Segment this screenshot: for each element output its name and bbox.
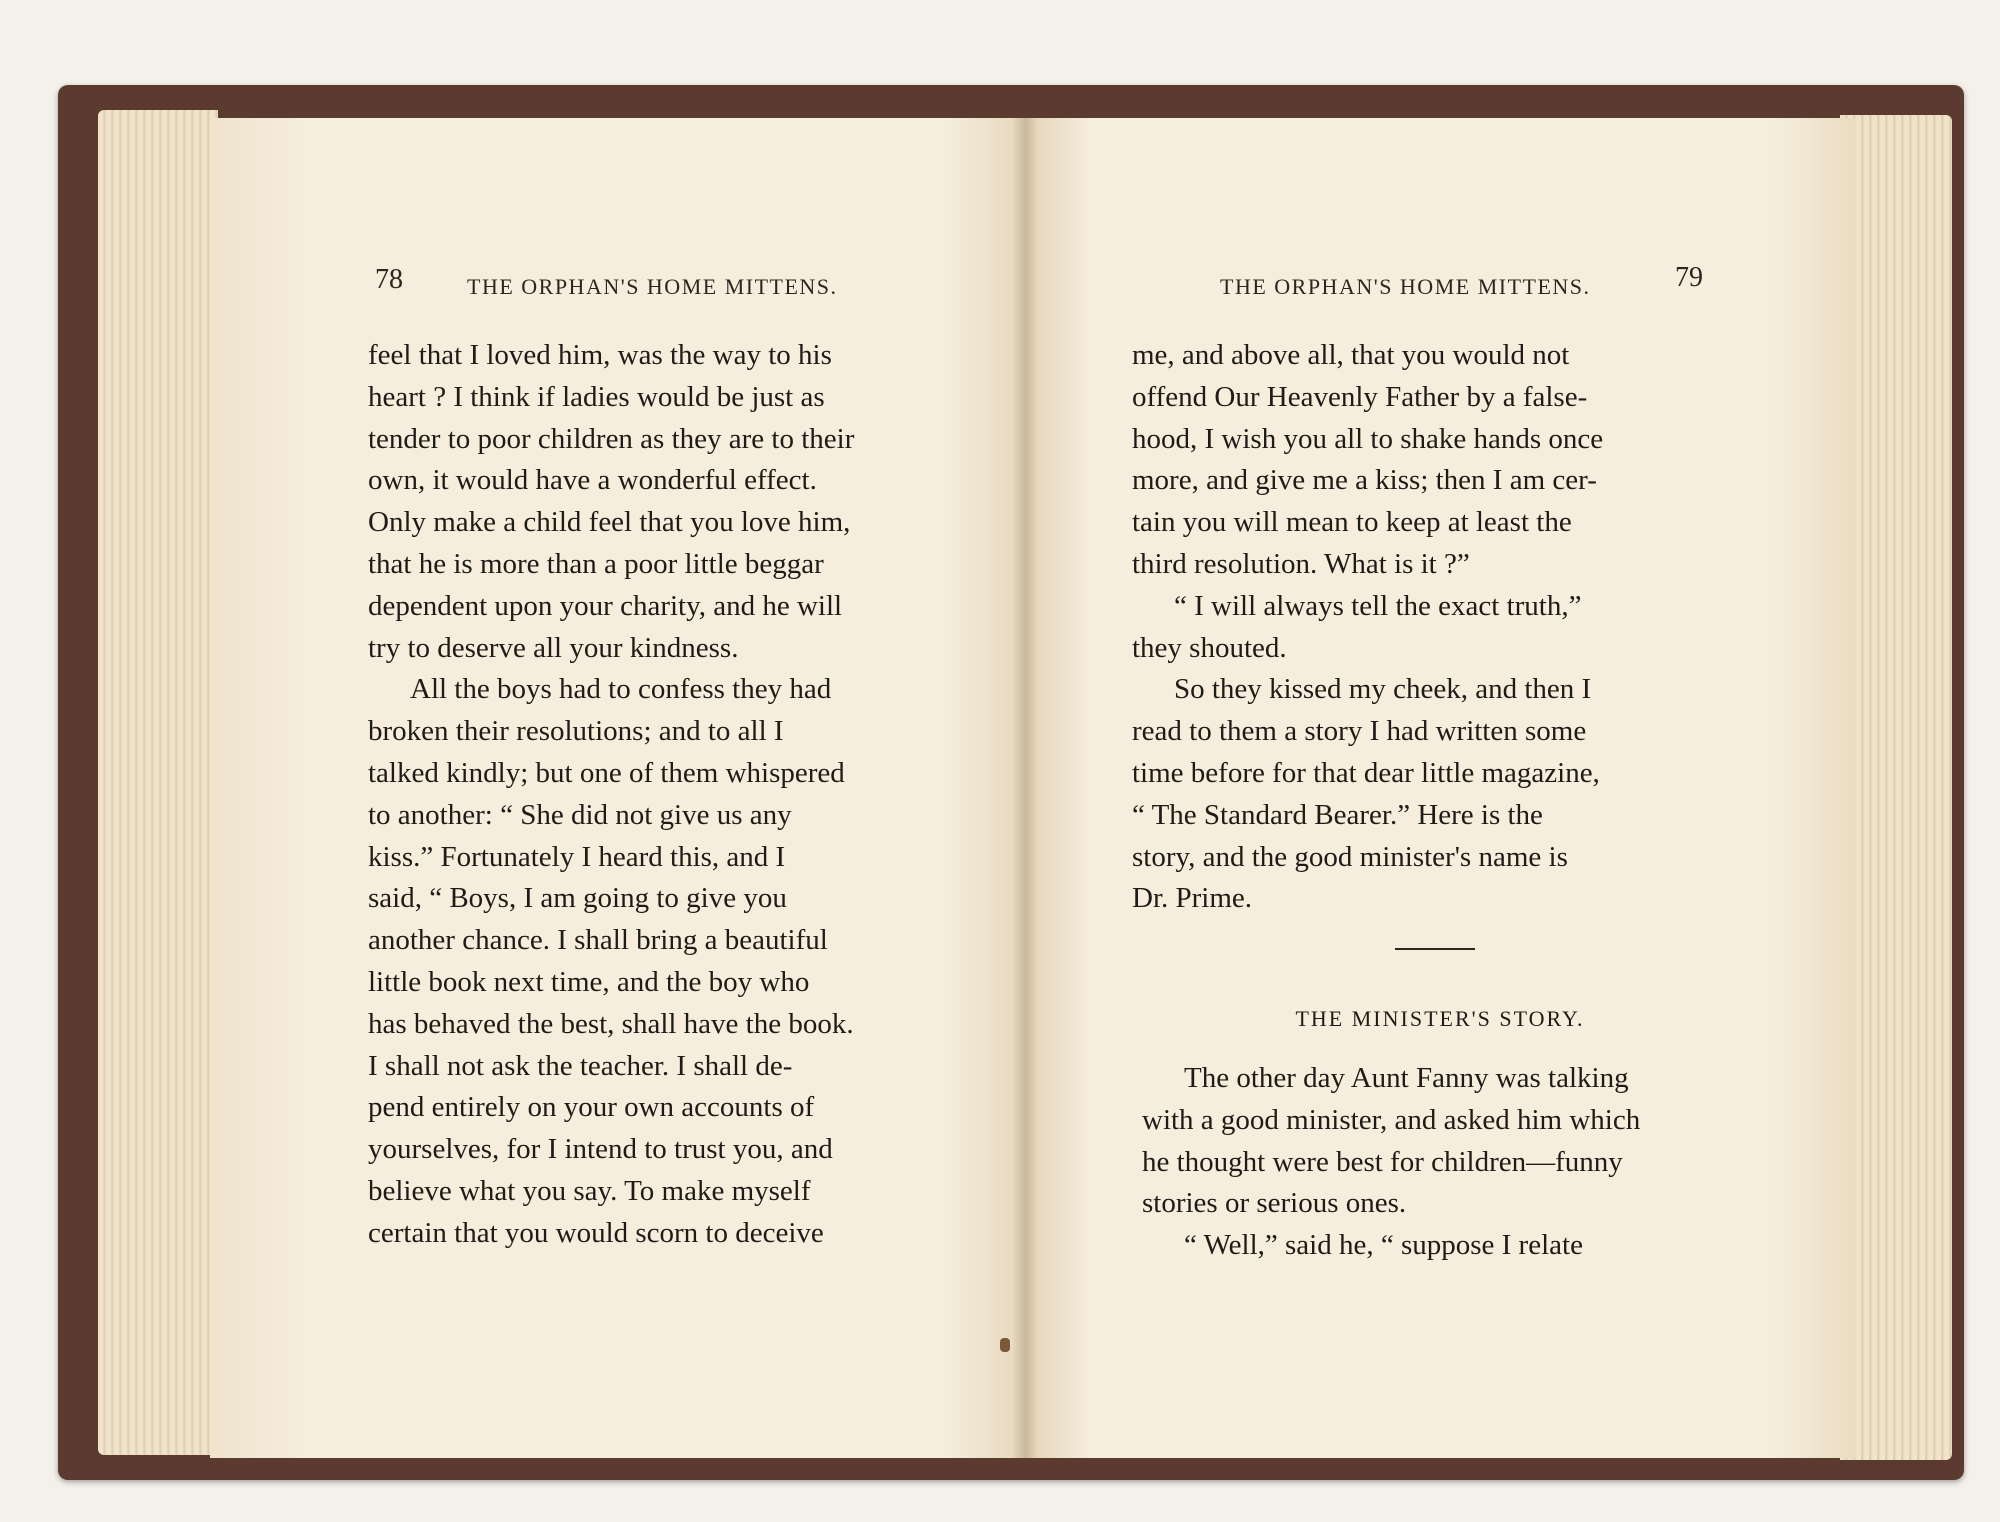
text-line: time before for that dear little magazine, [1132,756,1600,789]
text-line: said, “ Boys, I am going to give you [368,882,787,915]
text-line: believe what you say. To make myself [368,1174,811,1207]
right-running-head [1210,262,1730,310]
text-line: tain you will mean to keep at least the [1132,506,1572,539]
text-line: broken their resolutions; and to all I [368,715,784,748]
text-line: they shouted. [1132,631,1287,664]
text-line: more, and give me a kiss; then I am cer- [1132,464,1597,497]
text-line: offend Our Heavenly Father by a false- [1132,380,1588,413]
text-line: “ The Standard Bearer.” Here is the [1132,798,1543,831]
left-page-number: 78 [375,264,403,295]
text-line: I shall not ask the teacher. I shall de- [368,1049,793,1082]
text-line: dependent upon your charity, and he will [368,589,843,622]
section-divider [1395,948,1475,950]
text-line: feel that I loved him, was the way to his [368,339,832,371]
text-line: me, and above all, that you would not [1132,339,1570,371]
page-edges-right [1840,115,1952,1460]
text-line: third resolution. What is it ?” [1132,547,1470,580]
section-heading: THE MINISTER'S STORY. [1295,1006,1585,1031]
left-running-head [375,264,895,310]
right-page-number: 79 [1675,262,1703,293]
text-line: tender to poor children as they are to their [368,422,855,455]
ink-mark [1000,1338,1010,1352]
text-line: with a good minister, and asked him which [1142,1103,1641,1136]
text-line: Only make a child feel that you love him, [368,506,851,539]
right-page-text [1132,335,1717,920]
text-line: yourselves, for I intend to trust you, and [368,1133,833,1166]
text-line: So they kissed my cheek, and then I [1174,673,1592,706]
text-line: read to them a story I had written some [1132,715,1587,748]
text-line: another chance. I shall bring a beautiful [368,924,828,957]
text-line: All the boys had to confess they had [410,673,832,706]
text-line: “ Well,” said he, “ suppose I relate [1184,1229,1583,1262]
story-text [1142,1058,1727,1267]
text-line: certain that you would scorn to deceive [368,1216,824,1249]
text-line: stories or serious ones. [1142,1187,1407,1220]
text-line: talked kindly; but one of them whispered [368,756,845,789]
page-edges-left [98,110,218,1455]
text-line: he thought were best for children—funny [1142,1145,1623,1178]
text-line: Dr. Prime. [1132,882,1253,915]
text-line: story, and the good minister's name is [1132,840,1568,873]
left-running-title: THE ORPHAN'S HOME MITTENS. [467,274,838,299]
text-line: “ I will always tell the exact truth,” [1174,589,1582,622]
book-gutter [1012,118,1038,1458]
text-line: kiss.” Fortunately I heard this, and I [368,840,786,873]
text-line: that he is more than a poor little beggar [368,547,824,580]
text-line: try to deserve all your kindness. [368,631,739,664]
text-line: own, it would have a wonderful effect. [368,464,817,497]
left-page-text [368,335,958,1255]
text-line: little book next time, and the boy who [368,965,810,998]
text-line: hood, I wish you all to shake hands once [1132,422,1604,455]
text-line: heart ? I think if ladies would be just as [368,380,825,413]
text-line: pend entirely on your own accounts of [368,1091,815,1124]
text-line: The other day Aunt Fanny was talking [1184,1062,1629,1094]
right-running-title: THE ORPHAN'S HOME MITTENS. [1220,274,1591,299]
text-line: to another: “ She did not give us any [368,798,792,831]
text-line: has behaved the best, shall have the book. [368,1007,854,1040]
